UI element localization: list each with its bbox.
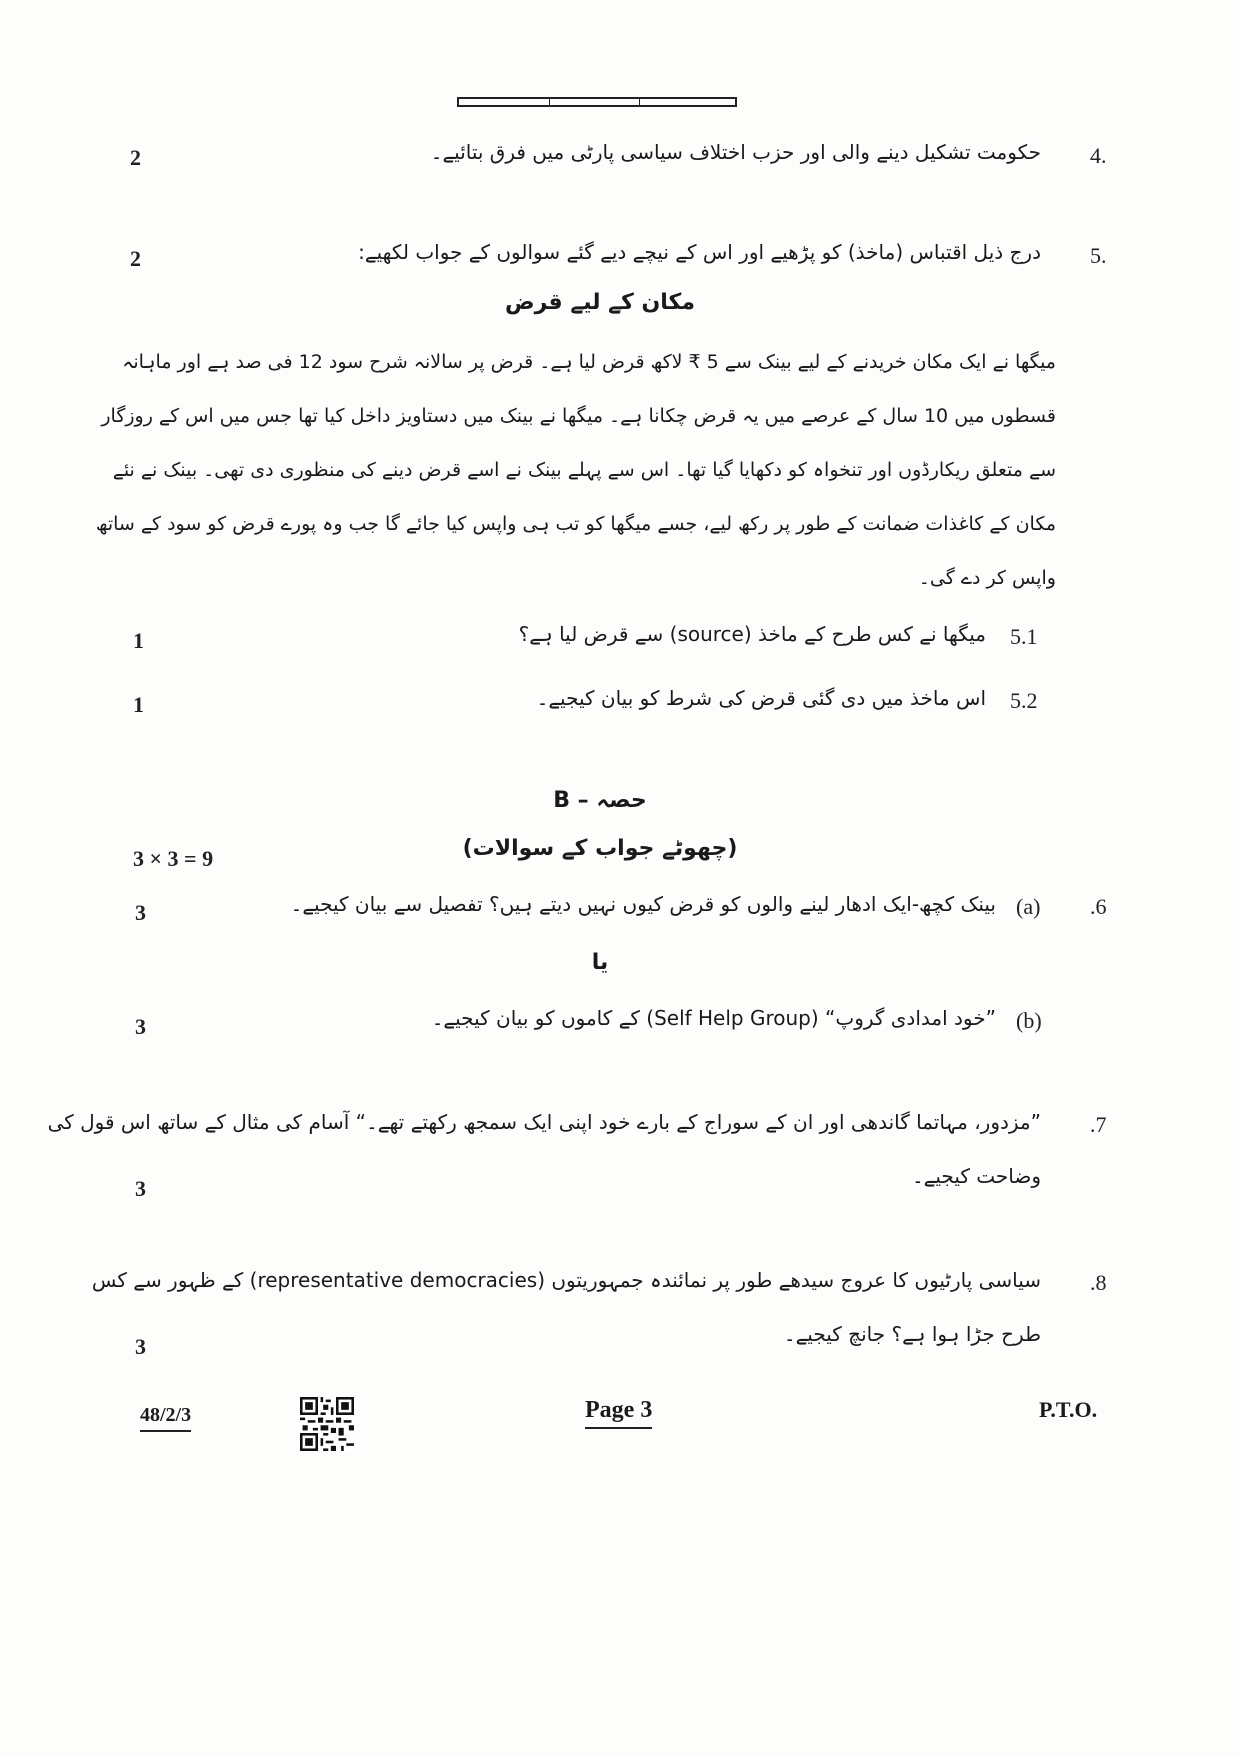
question-6-number: .6 <box>1090 894 1107 919</box>
paper-code: 48/2/3 <box>140 1404 191 1432</box>
top-rule-divider <box>639 99 640 105</box>
question-7-marks: 3 <box>135 1176 146 1201</box>
question-8-marks: 3 <box>135 1334 146 1359</box>
question-8-number: .8 <box>1090 1270 1107 1295</box>
question-8-line-2: طرح جڑا ہوا ہے؟ جانچ کیجیے۔ <box>783 1322 1041 1346</box>
question-6a-text: بینک کچھ-ایک ادھار لینے والوں کو قرض کیوں نہیں دیتے ہیں؟ تفصیل سے بیان کیجیے۔ <box>290 892 996 916</box>
question-6b-label: (b) <box>1016 1008 1042 1033</box>
question-5-number: 5. <box>1090 243 1107 268</box>
question-6a-label: (a) <box>1016 894 1041 919</box>
qr-code-icon <box>300 1397 354 1451</box>
question-5-marks: 2 <box>130 246 141 271</box>
top-rule <box>457 97 737 107</box>
passage-line: قسطوں میں 10 سال کے عرصے میں یہ قرض چکانا ہے۔ میگھا نے بینک میں دستاویز داخل کیا تھا جس میں اس کے روزگار <box>101 405 1056 427</box>
subquestion-5-1-text: میگھا نے کس طرح کے ماخذ (source) سے قرض لیا ہے؟ <box>518 622 986 646</box>
top-rule-divider <box>549 99 550 105</box>
subquestion-5-2-marks: 1 <box>133 692 144 717</box>
question-4-number: 4. <box>1090 143 1107 168</box>
question-4-text: حکومت تشکیل دینے والی اور حزب اختلاف سیاسی پارٹی میں فرق بتائیے۔ <box>430 140 1041 164</box>
question-7-line-2: وضاحت کیجیے۔ <box>911 1164 1041 1188</box>
question-7-line-1: ”مزدور، مہاتما گاندھی اور ان کے سوراج کے بارے خود اپنی ایک سمجھ رکھتے تھے۔“ آسام کی مثال کے ساتھ اس قول کی <box>47 1110 1041 1134</box>
passage-line: سے متعلق ریکارڈوں اور تنخواہ کو دکھایا گیا تھا۔ اس سے پہلے بینک نے اسے قرض دینے کی منظوری دی تھی۔ بینک نے نئے <box>112 459 1056 481</box>
question-5-text: درج ذیل اقتباس (ماخذ) کو پڑھیے اور اس کے نیچے دیے گئے سوالوں کے جواب لکھیے: <box>358 240 1041 264</box>
question-4-marks: 2 <box>130 145 141 170</box>
subquestion-5-1-marks: 1 <box>133 628 144 653</box>
section-b-subtitle: (چھوٹے جواب کے سوالات) <box>462 836 738 861</box>
subquestion-5-1-number: 5.1 <box>1010 624 1038 649</box>
subquestion-5-2-text: اس ماخذ میں دی گئی قرض کی شرط کو بیان کیجیے۔ <box>536 686 986 710</box>
question-7-number: .7 <box>1090 1112 1107 1137</box>
passage-title: مکان کے لیے قرض <box>505 290 695 315</box>
question-6a-marks: 3 <box>135 900 146 925</box>
page-number: Page 3 <box>585 1397 652 1429</box>
question-8-line-1: سیاسی پارٹیوں کا عروج سیدھے طور پر نمائندہ جمہوریتوں (representative democracies) کے ظہور سے کس <box>91 1268 1041 1292</box>
question-6b-text: ”خود امدادی گروپ“ (Self Help Group) کے کاموں کو بیان کیجیے۔ <box>431 1006 996 1030</box>
section-b-title: حصہ – B <box>553 788 647 813</box>
passage-line: واپس کر دے گی۔ <box>918 567 1056 589</box>
passage-line: میگھا نے ایک مکان خریدنے کے لیے بینک سے 5 ₹ لاکھ قرض لیا ہے۔ قرض پر سالانہ شرح سود 12 فی صد ہے اور ماہانہ <box>122 351 1056 373</box>
question-6b-marks: 3 <box>135 1014 146 1039</box>
please-turn-over: P.T.O. <box>1039 1397 1098 1422</box>
passage-line: مکان کے کاغذات ضمانت کے طور پر رکھ لیے، جسے میگھا کو تب ہی واپس کیا جائے گا جب وہ پورے قرض کو سود کے ساتھ <box>95 513 1056 535</box>
or-separator: یا <box>591 950 609 975</box>
passage <box>95 335 1056 605</box>
section-b-marks: 3 × 3 = 9 <box>133 846 214 871</box>
subquestion-5-2-number: 5.2 <box>1010 688 1038 713</box>
